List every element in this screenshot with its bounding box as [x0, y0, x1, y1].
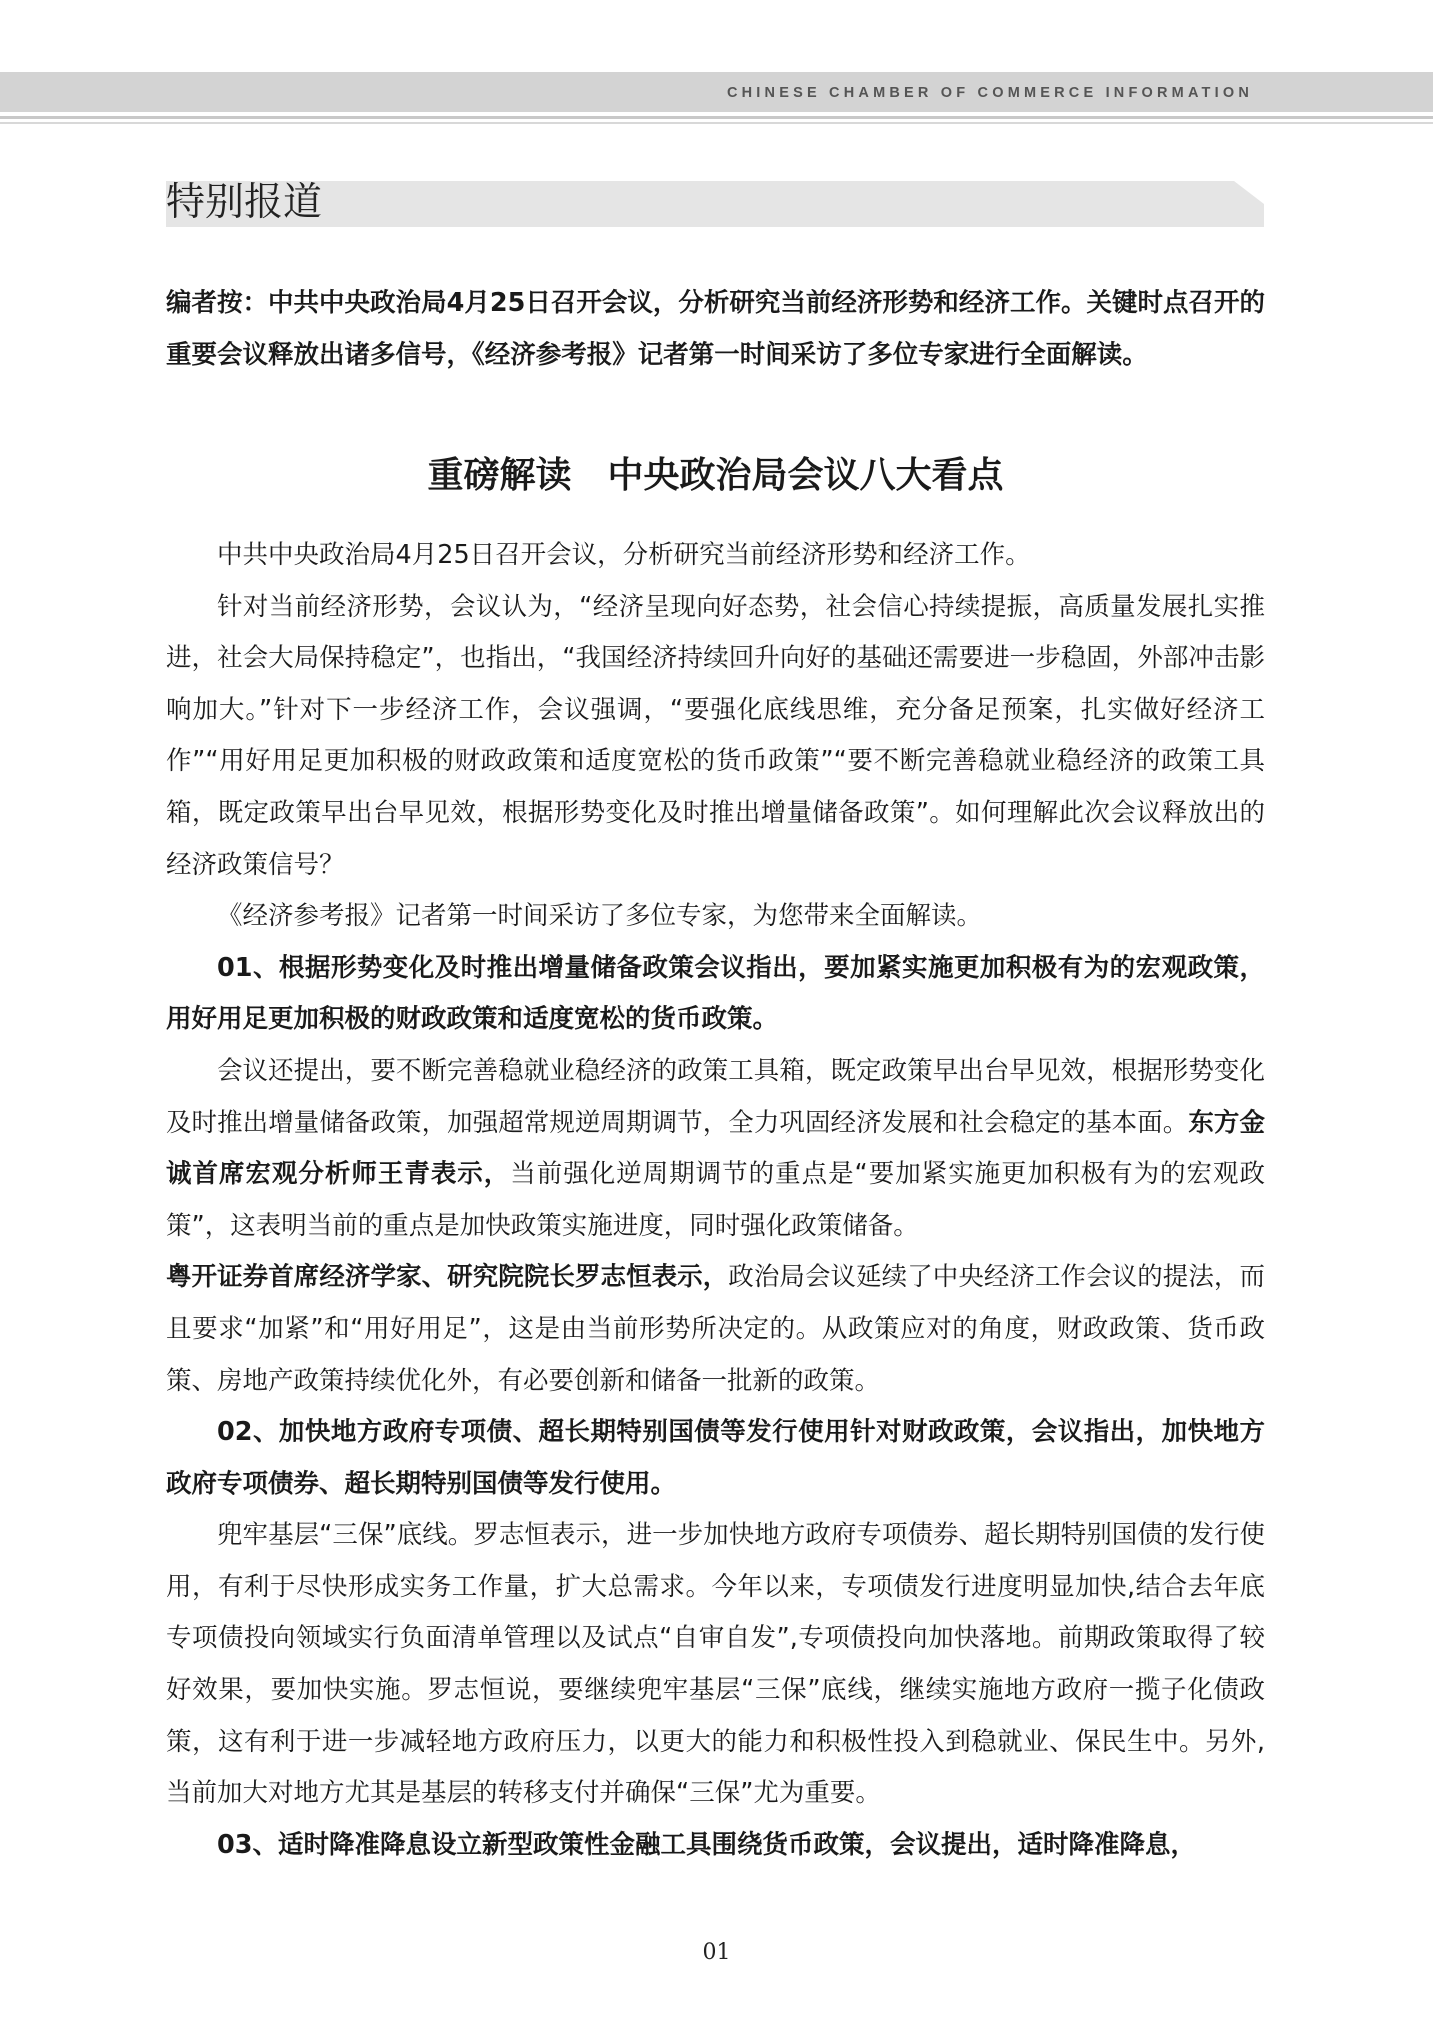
expert-attribution: 东方金诚首席宏观分析师王青表示， — [166, 1107, 1265, 1190]
page-number: 01 — [702, 1940, 731, 1965]
paragraph: 《经济参考报》记者第一时间采访了多位专家，为您带来全面解读。 — [217, 901, 983, 932]
subheading-03: 03、适时降准降息设立新型政策性金融工具围绕货币政策，会议提出，适时降准降息， — [217, 1829, 1196, 1860]
subheading-02: 02、加快地方政府专项债、超长期特别国债等发行使用针对财政政策，会议指出，加快地方政府专项债券、超长期特别国债等发行使用。 — [166, 1417, 1265, 1499]
section-title: 特别报道 — [166, 180, 323, 225]
header-rule-thin — [0, 122, 1433, 124]
header-rule — [0, 116, 1433, 119]
header-bar — [0, 72, 1433, 112]
paragraph: 中共中央政治局4月25日召开会议，分析研究当前经济形势和经济工作。 — [217, 540, 1031, 570]
paragraph: 会议还提出，要不断完善稳就业稳经济的政策工具箱，既定政策早出台早见效，根据形势变化及时推出增量储备政策，加强超常规逆周期调节，全力巩固经济发展和社会稳定的基本面。东方金诚首席宏观分析师王青表示，当前强化逆周期调节的重点是“要加紧实施更加积极有为的宏观政策”，这表明当前的重点是加快政策实施进度，同时强化政策储备。 粤开证券首席经济学家、研究院院长罗志恒表示，政治局会议延续了中央经济工作会议的提法，而且要求“加紧”和“用好用足”，这是由当前形势所决定的。从政策应对的角度，财政政策、货币政策、房地产政策持续优化外，有必要创新和储备一批新的政策。 — [166, 1055, 1265, 1396]
subheading-01: 01、根据形势变化及时推出增量储备政策会议指出，要加紧实施更加积极有为的宏观政策，用好用足更加积极的财政政策和适度宽松的货币政策。 — [166, 952, 1265, 1035]
article-body — [166, 530, 1265, 1871]
paragraph: 针对当前经济形势，会议认为，“经济呈现向好态势，社会信心持续提振，高质量发展扎实推进，社会大局保持稳定”，也指出，“我国经济持续回升向好的基础还需要进一步稳固，外部冲击影响加大。”针对下一步经济工作，会议强调，“要强化底线思维，充分备足预案，扎实做好经济工作”“用好用足更加积极的财政政策和适度宽松的货币政策”“要不断完善稳就业稳经济的政策工具箱，既定政策早出台早见效，根据形势变化及时推出增量储备政策”。如何理解此次会议释放出的经济政策信号？ — [166, 591, 1265, 880]
article-headline: 重磅解读 中央政治局会议八大看点 — [427, 455, 1004, 496]
expert-attribution: 粤开证券首席经济学家、研究院院长罗志恒表示， — [166, 1262, 729, 1293]
editor-note: 编者按：中共中央政治局4月25日召开会议，分析研究当前经济形势和经济工作。关键时点召开的重要会议释放出诸多信号，《经济参考报》记者第一时间采访了多位专家进行全面解读。 — [166, 288, 1265, 370]
paragraph: 兜牢基层“三保”底线。罗志恒表示，进一步加快地方政府专项债券、超长期特别国债的发行使用，有利于尽快形成实务工作量，扩大总需求。今年以来，专项债发行进度明显加快,结合去年底专项债投向领域实行负面清单管理以及试点“自审自发”,专项债投向加快落地。前期政策取得了较好效果，要加快实施。罗志恒说，要继续兜牢基层“三保”底线，继续实施地方政府一揽子化债政策，这有利于进一步减轻地方政府压力，以更大的能力和积极性投入到稳就业、保民生中。另外,当前加大对地方尤其是基层的转移支付并确保“三保”尤为重要。 — [166, 1520, 1265, 1809]
section-band — [166, 181, 1264, 227]
publication-name: CHINESE CHAMBER OF COMMERCE INFORMATION — [726, 85, 1253, 101]
